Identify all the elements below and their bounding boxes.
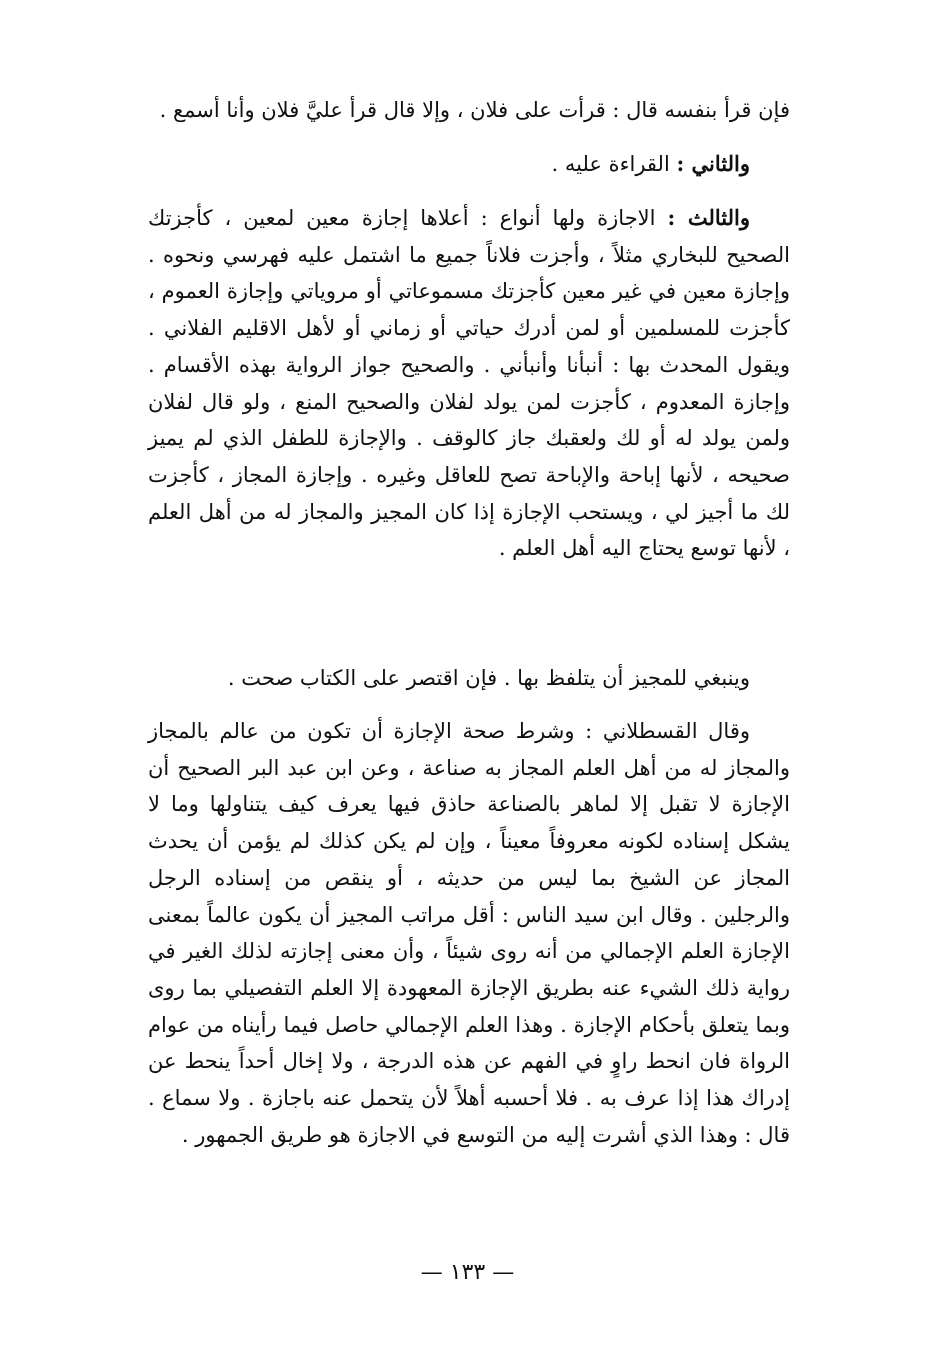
section-label-second: والثاني : — [676, 151, 750, 176]
section-label-third: والثالث : — [667, 205, 751, 230]
paragraph-1 — [148, 92, 790, 129]
paragraph-3 — [148, 200, 790, 567]
paragraph-text: فإن قرأ بنفسه قال : قرأت على فلان ، وإلا قال قرأ عليَّ فلان وأنا أسمع . — [159, 98, 790, 122]
paragraph-4 — [148, 660, 790, 697]
paragraph-text: الاجازة ولها أنواع : أعلاها إجازة معين لمعين ، كأجزتك الصحيح للبخاري مثلاً ، وأجزت فلاناً جميع ما اشتمل عليه فهرسي ونحوه . وإجازة معين في غير معين كأجزتك مسموعاتي أو مروياتي وإجازة العموم ، كأجزت للمسلمين أو لمن أدرك حياتي أو زماني أو لأهل الاقليم الفلاني . ويقول المحدث بها : أنبأنا وأنبأني . والصحيح جواز الرواية بهذه الأقسام . وإجازة المعدوم ، كأجزت لمن يولد لفلان والصحيح المنع ، ولو قال لفلان ولمن يولد له أو لك ولعقبك جاز كالوقف . والإجازة للطفل الذي لم يميز صحيحه ، لأنها إباحة والإباحة تصح للعاقل وغيره . وإجازة المجاز ، كأجزت لك ما أجيز لي ، ويستحب الإجازة إذا كان المجيز والمجاز له من أهل العلم ، لأنها توسع يحتاج اليه أهل العلم . — [148, 206, 790, 561]
page-number: — ١٣٣ — — [420, 1260, 515, 1285]
paragraph-text: القراءة عليه . — [551, 152, 670, 176]
paragraph-text: وقال القسطلاني : وشرط صحة الإجازة أن تكون من عالم بالمجاز والمجاز له من أهل العلم المجاز به صناعة ، وعن ابن عبد البر الصحيح أن الإجازة لا تقبل إلا لماهر بالصناعة حاذق فيها يعرف كيف يتناولها وما لا يشكل إسناده لكونه معروفاً معيناً ، وإن لم يكن كذلك لم يؤمن أن يحدث المجاز عن الشيخ بما ليس من حديثه ، أو ينقص من إسناده الرجل والرجلين . وقال ابن سيد الناس : أقل مراتب المجيز أن يكون عالماً بمعنى الإجازة العلم الإجمالي من أنه روى شيئاً ، وأن معنى إجازته لذلك الغير في رواية ذلك الشيء عنه بطريق الإجازة المعهودة إلا العلم التفصيلي بما روى وبما يتعلق بأحكام الإجازة . وهذا العلم الإجمالي حاصل فيما رأيناه من عوام الرواة فان انحط راوٍ في الفهم عن هذه الدرجة ، ولا إخال أحداً ينحط عن إدراك هذا إذا عرف به . فلا أحسبه أهلاً لأن يتحمل عنه باجازة . ولا سماع . قال : وهذا الذي أشرت إليه من التوسع في الاجازة هو طريق الجمهور . — [148, 719, 790, 1147]
paragraph-2 — [148, 146, 790, 183]
paragraph-text: وينبغي للمجيز أن يتلفظ بها . فإن اقتصر على الكتاب صحت . — [227, 666, 750, 690]
paragraph-5 — [148, 713, 790, 1153]
